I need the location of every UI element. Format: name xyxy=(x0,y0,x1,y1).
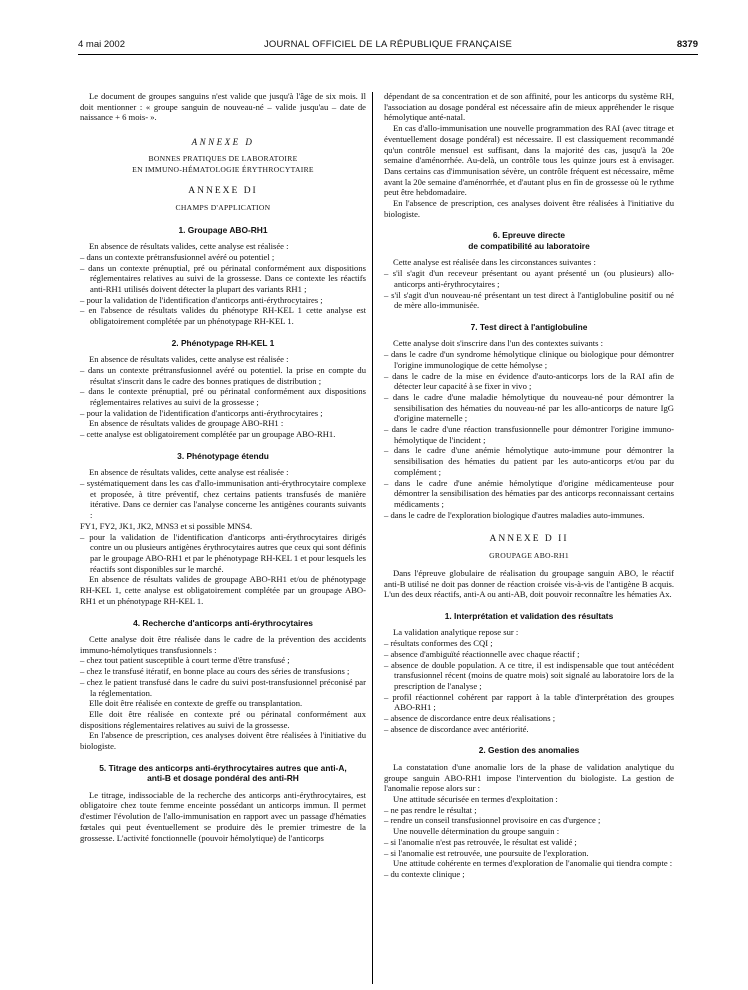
list-item: – s'il s'agit d'un receveur présentant ou ayant présenté un (ou plusieurs) allo-anticorps anti-érythrocytaires ; xyxy=(384,268,674,289)
section-1-title: 1. Groupage ABO-RH1 xyxy=(178,224,268,235)
list-item: – absence d'ambiguïté réactionnelle avec chaque réactif ; xyxy=(384,648,580,659)
header-date: 4 mai 2002 xyxy=(78,39,126,50)
paragraph: En absence de résultats valides de groupage ABO-RH1 et/ou de phénotypage RH-KEL 1, cette analyse est obligatoirement complétée par un groupage ABO-RH1 et un phénotypage RH-KEL 1. xyxy=(80,574,366,606)
paragraph: En cas d'allo-immunisation une nouvelle programmation des RAI (avec titrage et éventuellement dosage pondéral) est nécessaire. Il est classiquement recommandé qu'un contrôle mensuel est suffisant, dans la majorité des cas, jusqu'à la 20e semaine d'aménorrhée. Au-delà, un contrôle tous les quinze jours est à envisager. Dans certains cas d'immunisation sévère, un contrôle fréquent est nécessaire, même avant la 20e semaine d'aménorrhée, et d'autant plus en fin de grossesse où le rythme peut être hebdomadaire. xyxy=(384,123,674,198)
section-4-title: 4. Recherche d'anticorps anti-érythrocytaires xyxy=(133,617,313,628)
list-item: – chez le transfusé itératif, en bonne place au cours des séries de transfusions ; xyxy=(80,666,350,677)
list-item: – pour la validation de l'identification d'anticorps anti-érythrocytaires ; xyxy=(80,294,323,305)
column-divider xyxy=(372,92,373,984)
page-header xyxy=(78,39,698,53)
paragraph: Une nouvelle détermination du groupe sanguin : xyxy=(393,826,560,837)
list-item: – systématiquement dans les cas d'allo-immunisation anti-érythrocytaire complexe et proposée, à titre préventif, chez certains patients transfusés de manière itérative. Dans ce dernier cas l'analyse concerne les antigènes courants suivants : xyxy=(80,478,366,521)
continued-paragraph: dépendant de sa concentration et de son affinité, pour les anticorps du système RH, l'association au dosage pondéral est nécessaire afin de mieux appréhender le risque hémolytique anté-natal. xyxy=(384,91,674,123)
annexe-d1-heading: ANNEXE DI xyxy=(188,186,258,197)
list-item: – en l'absence de résultats valides du phénotype RH-KEL 1 cette analyse est obligatoirement complétée par un phénotypage RH-KEL 1. xyxy=(80,305,366,327)
paragraph: En absence de résultats valides, cette analyse est réalisée : xyxy=(89,467,289,478)
list-item: – ne pas rendre le résultat ; xyxy=(384,804,477,815)
list-item: – pour la validation de l'identification d'anticorps anti-érythrocytaires ; xyxy=(80,407,323,418)
paragraph: Cette analyse est réalisée dans les circonstances suivantes : xyxy=(393,257,596,268)
section-2-title: 2. Phénotypage RH-KEL 1 xyxy=(171,337,275,348)
list-item: – pour la validation de l'identification d'anticorps anti-érythrocytaires dirigés contre un ou plusieurs antigènes érythrocytaires autres que ceux qui sont définis par le groupage ABO-RH1 et par le phénotypage RH-KEL 1 et pour lesquels les réactifs sont disponibles sur le marché. xyxy=(80,531,366,574)
list-item: – absence de discordance avec antériorité. xyxy=(384,723,529,734)
list-item: – absence de discordance entre deux réalisations ; xyxy=(384,713,556,724)
list-item: – dans un contexte prétransfusionnel avéré ou potentiel. la prise en compte du résultat s'inscrit dans le cadre des bonnes pratiques de distribution ; xyxy=(80,364,366,386)
list-item: – dans un contexte prétransfusionnel avéré ou potentiel ; xyxy=(80,251,275,262)
paragraph: Cette analyse doit s'inscrire dans l'un des contextes suivants : xyxy=(393,338,604,349)
paragraph: La validation analytique repose sur : xyxy=(393,627,519,638)
paragraph: Elle doit être réalisée en contexte de greffe ou transplantation. xyxy=(89,698,303,709)
list-item: – dans le cadre de la mise en évidence d'auto-anticorps lors de la RAI afin de détecter leur capacité à se fixer in vivo ; xyxy=(384,370,674,392)
list-item: – dans le cadre d'une anémie hémolytique auto-immune pour démontrer la sensibilisation des hématies du patient par les auto-anticorps et/ou par du complément ; xyxy=(384,445,674,477)
right-column xyxy=(384,91,674,880)
subsection-2-title: 2. Gestion des anomalies xyxy=(478,745,580,756)
list-item: – cette analyse est obligatoirement complétée par un groupage ABO-RH1. xyxy=(80,429,336,440)
section-3-title: 3. Phénotypage étendu xyxy=(177,450,269,461)
paragraph: Cette analyse doit être réalisée dans le cadre de la prévention des accidents immuno-hémolytiques transfusionnels : xyxy=(80,634,366,655)
list-item: – dans un contexte prénuptial, pré ou périnatal conformément aux dispositions réglementaires relatives au suivi de la grossesse. Dans ce contexte les réactifs anti-RH1 utilisés doivent détecter la plupart des variants RH1 ; xyxy=(80,262,366,294)
subsection-1-title: 1. Interprétation et validation des résultats xyxy=(444,610,614,621)
list-item: – chez tout patient susceptible à court terme d'être transfusé ; xyxy=(80,655,290,666)
list-item: – dans le cadre de l'exploration biologique d'autres maladies auto-immunes. xyxy=(384,509,645,520)
list-item: – si l'anomalie n'est pas retrouvée, le résultat est validé ; xyxy=(384,836,577,847)
annexe-d-subtitle-2: EN IMMUNO-HÉMATOLOGIE ÉRYTHROCYTAIRE xyxy=(132,164,314,174)
annexe-d-heading: ANNEXE D xyxy=(191,137,255,148)
page-number: 8379 xyxy=(676,39,698,50)
list-item: – du contexte clinique ; xyxy=(384,868,465,879)
section-6-title-line-2: de compatibilité au laboratoire xyxy=(468,240,590,251)
paragraph: Le titrage, indissociable de la recherche des anticorps anti-érythrocytaires, est obligatoire chez toute femme enceinte possédant un anticorps immun. Il permet d'estimer l'évolution de l'allo-immunisation en rapport avec un passage d'hématies fœtales qui peut éventuellement se produire dès le premier trimestre de la grossesse. L'activité fonctionnelle (pouvoir hémolytique) de l'anticorps xyxy=(80,789,366,843)
section-5-title-line-2: anti-B et dosage pondéral des anti-RH xyxy=(147,773,299,784)
list-item: – chez le patient transfusé dans le cadre du suivi post-transfusionnel préconisé par la réglementation. xyxy=(80,676,366,698)
paragraph: La constatation d'une anomalie lors de la phase de validation analytique du groupe sanguin ABO-RH1 impose l'intervention du biologiste. La gestion de l'anomalie repose alors sur : xyxy=(384,761,674,794)
paragraph: En absence de résultats valides, cette analyse est réalisée : xyxy=(89,241,289,252)
champs-heading: CHAMPS D'APPLICATION xyxy=(175,202,271,212)
section-6-title-line-1: 6. Epreuve directe xyxy=(492,230,566,241)
list-item: – dans le cadre d'un syndrome hémolytique clinique ou biologique pour démontrer l'origine immunologique de cette hémolyse ; xyxy=(384,349,674,370)
annexe-d2-heading: ANNEXE D II xyxy=(489,534,569,545)
intro-paragraph: Le document de groupes sanguins n'est valide que jusqu'à l'âge de six mois. Il doit mentionner : « groupe sanguin de nouveau-né – valide jusqu'au – date de naissance + 6 mois- ». xyxy=(80,91,366,123)
list-item: – dans le cadre d'une anémie hémolytique d'origine médicamenteuse pour démontrer la sensibilisation des hématies par des anticorps reconnaissant certains médicaments ; xyxy=(384,477,674,509)
paragraph: Une attitude sécurisée en termes d'exploitation : xyxy=(393,794,558,805)
list-item: – profil réactionnel cohérent par rapport à la table d'interprétation des groupes ABO-RH1 ; xyxy=(384,691,674,713)
annexe-d-subtitle-1: BONNES PRATIQUES DE LABORATOIRE xyxy=(148,153,298,163)
header-rule xyxy=(78,54,698,55)
groupage-heading: GROUPAGE ABO-RH1 xyxy=(489,551,569,561)
list-item: – absence de double population. A ce titre, il est indispensable que tout antécédent transfusionnel récent (moins de quatre mois) soit signalé au laboratoire lors de la prescription de l'analyse ; xyxy=(384,659,674,691)
list-item: – si l'anomalie est retrouvée, une poursuite de l'exploration. xyxy=(384,847,589,858)
section-7-title: 7. Test direct à l'antiglobuline xyxy=(470,321,588,332)
paragraph: En absence de résultats valides, cette analyse est réalisée : xyxy=(89,354,289,365)
paragraph: Une attitude cohérente en termes d'exploration de l'anomalie qui tiendra compte : xyxy=(393,858,673,869)
paragraph: En absence de résultats valides de groupage ABO-RH1 : xyxy=(89,418,284,429)
list-item: – dans le cadre d'une réaction transfusionnelle pour démontrer l'origine immuno-hémolytique de l'incident ; xyxy=(384,424,674,445)
list-item: – s'il s'agit d'un nouveau-né présentant un test direct à l'antiglobuline positif ou né de mère allo-immunisée. xyxy=(384,289,674,311)
left-column xyxy=(80,91,366,843)
section-5-title-line-1: 5. Titrage des anticorps anti-érythrocytaires autres que anti-A, xyxy=(99,762,347,773)
list-item: – résultats conformes des CQI ; xyxy=(384,638,493,649)
journal-title: JOURNAL OFFICIEL DE LA RÉPUBLIQUE FRANÇAISE xyxy=(263,39,513,50)
paragraph: En l'absence de prescription, ces analyses doivent être réalisées à l'initiative du biologiste. xyxy=(384,198,674,219)
paragraph: En l'absence de prescription, ces analyses doivent être réalisées à l'initiative du biologiste. xyxy=(80,730,366,752)
list-item: – dans le cadre d'une maladie hémolytique du nouveau-né pour démontrer la sensibilisation des hématies du nouveau-né par les allo-anticorps de nature IgG d'origine maternelle ; xyxy=(384,391,674,424)
antigen-list: FY1, FY2, JK1, JK2, MNS3 et si possible MNS4. xyxy=(80,520,253,531)
paragraph: Dans l'épreuve globulaire de réalisation du groupage sanguin ABO, le réactif anti-B utilisé ne doit pas donner de réaction croisée vis-à-vis de l'antigène B acquis. L'un des deux réactifs, anti-A ou anti-AB, doit pouvoir reconnaître les hématies Ax. xyxy=(384,567,674,600)
list-item: – rendre un conseil transfusionnel provisoire en cas d'urgence ; xyxy=(384,815,601,826)
paragraph: Elle doit être réalisée en contexte pré ou périnatal conformément aux dispositions réglementaires relatives au suivi de la grossesse. xyxy=(80,708,366,730)
list-item: – dans le contexte prénuptial, pré ou périnatal conformément aux dispositions réglementaires relatives au suivi de la grossesse ; xyxy=(80,386,366,408)
